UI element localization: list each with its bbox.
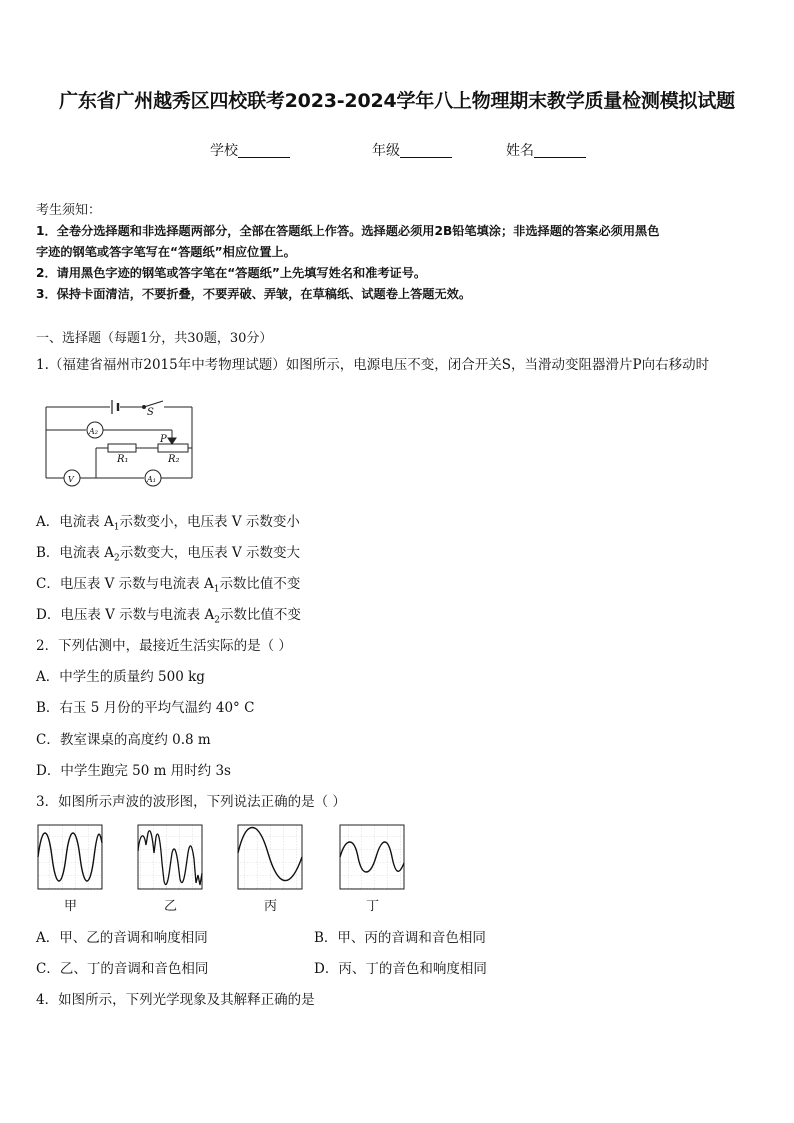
notice-heading: 考生须知：	[36, 203, 102, 218]
ammeter-a1-label: A₁	[147, 475, 156, 484]
page-title: 广东省广州越秀区四校联考2023-2024学年八上物理期末教学质量检测模拟试题	[59, 90, 735, 112]
notice-item-1-cont: 字迹的钢笔或答字笔写在“答题纸”相应位置上。	[36, 245, 296, 259]
q3-stem: 3．如图所示声波的波形图，下列说法正确的是（ ）	[36, 794, 346, 810]
q2-option-a[interactable]: A．中学生的质量约 500 kg	[36, 669, 205, 685]
r2-label: R₂	[168, 454, 180, 465]
q1-stem: 1.（福建省福州市2015年中考物理试题）如图所示，电源电压不变，闭合开关S，当滑动变阻器滑片P向右移动时	[36, 357, 710, 373]
q1-circuit-diagram	[40, 398, 200, 490]
q3-waveforms	[36, 823, 408, 915]
q1-option-c[interactable]: C．电压表 V 示数与电流表 $A_1$示数比值不变	[36, 576, 301, 595]
switch-label: S	[147, 407, 154, 418]
wave-label-jia: 甲	[64, 899, 78, 914]
voltmeter-label: V	[68, 475, 74, 484]
wave-label-yi: 乙	[164, 899, 178, 914]
q4-stem: 4．如图所示，下列光学现象及其解释正确的是	[36, 992, 315, 1008]
section-heading: 一、选择题（每题1分，共30题，30分）	[36, 331, 273, 346]
q2-option-c[interactable]: C．教室课桌的高度约 0.8 m	[36, 732, 211, 748]
grade-blank	[400, 143, 452, 158]
name-label: 姓名	[506, 143, 534, 159]
name-field	[506, 140, 586, 160]
wave-panel-bing	[238, 825, 302, 889]
wave-panel-jia	[38, 825, 102, 889]
school-blank	[238, 143, 290, 158]
q3-option-d[interactable]: D．丙、丁的音色和响度相同	[314, 961, 487, 977]
notice-item-1: 1．全卷分选择题和非选择题两部分，全部在答题纸上作答。选择题必须用2B铅笔填涂；非选择题的答案必须用黑色	[36, 224, 660, 238]
q2-stem: 2．下列估测中，最接近生活实际的是（ ）	[36, 638, 292, 654]
q3-option-c[interactable]: C．乙、丁的音调和音色相同	[36, 961, 209, 977]
q1-option-a[interactable]: A．电流表 $A_1$示数变小，电压表 V 示数变小	[36, 514, 300, 533]
q1-option-d[interactable]: D．电压表 V 示数与电流表 $A_2$示数比值不变	[36, 607, 301, 626]
wave-label-ding: 丁	[366, 899, 380, 914]
notice-block	[36, 200, 659, 305]
r1-label: R₁	[117, 454, 129, 465]
wave-panel-yi	[138, 825, 202, 889]
slider-p-label: P	[160, 434, 167, 445]
q1-option-b[interactable]: B．电流表 $A_2$示数变大，电压表 V 示数变大	[36, 545, 301, 564]
q3-option-a[interactable]: A．甲、乙的音调和响度相同	[36, 930, 208, 946]
school-label: 学校	[210, 143, 238, 159]
q2-option-b[interactable]: B．右玉 5 月份的平均气温约 40° C	[36, 700, 255, 716]
q2-option-d[interactable]: D．中学生跑完 50 m 用时约 3s	[36, 763, 231, 779]
grade-label: 年级	[372, 143, 400, 159]
notice-item-3: 3．保持卡面清洁，不要折叠，不要弄破、弄皱，在草稿纸、试题卷上答题无效。	[36, 287, 472, 301]
wave-panel-ding	[340, 825, 404, 889]
q3-option-b[interactable]: B．甲、丙的音调和音色相同	[314, 930, 486, 946]
grade-field	[372, 140, 452, 160]
wave-label-bing: 丙	[264, 899, 278, 914]
name-blank	[534, 143, 586, 158]
school-field	[210, 140, 290, 160]
notice-item-2: 2．请用黑色字迹的钢笔或答字笔在“答题纸”上先填写姓名和准考证号。	[36, 266, 427, 280]
ammeter-a2-label: A₂	[89, 427, 98, 436]
